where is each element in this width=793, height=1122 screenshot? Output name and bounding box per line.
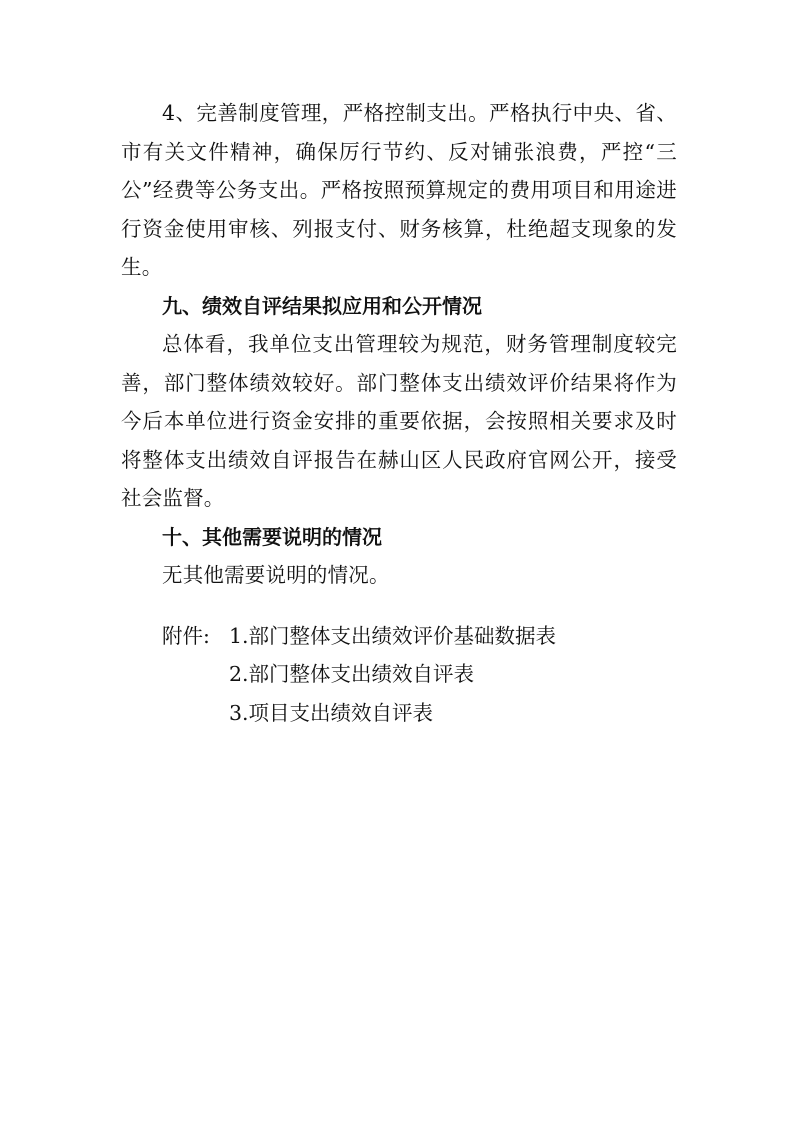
- attachment-row: [121, 617, 677, 656]
- section-heading-other-notes: 十、其他需要说明的情况: [162, 524, 382, 549]
- document-body: [121, 94, 677, 732]
- attachment-item-2: 2.部门整体支出绩效自评表: [229, 662, 475, 686]
- attachment-item-1: 1.部门整体支出绩效评价基础数据表: [229, 623, 557, 648]
- attachments-list: [121, 617, 677, 733]
- paragraph-other-notes: 无其他需要说明的情况。: [162, 563, 390, 587]
- paragraph-expenditure-control: 4、完善制度管理，严格控制支出。严格执行中央、省、市有关文件精神，确保厉行节约、反对铺张浪费，严控“三公”经费等公务支出。严格按照预算规定的费用项目和用途进行资金使用审核、列报支付、财务核算，杜绝超支现象的发生。: [121, 101, 677, 279]
- attachment-row: [121, 694, 677, 733]
- section-heading-results-application: 九、绩效自评结果拟应用和公开情况: [162, 293, 482, 318]
- attachment-row: [121, 655, 677, 694]
- attachments-label: 附件:: [162, 623, 210, 648]
- attachment-item-3: 3.项目支出绩效自评表: [229, 700, 434, 725]
- paragraph-results-application: 总体看，我单位支出管理较为规范，财务管理制度较完善，部门整体绩效较好。部门整体支出绩效评价结果将作为今后本单位进行资金安排的重要依据，会按照相关要求及时将整体支出绩效自评报告在赫山区人民政府官网公开，接受社会监督。: [121, 332, 677, 510]
- spacer: [121, 595, 677, 617]
